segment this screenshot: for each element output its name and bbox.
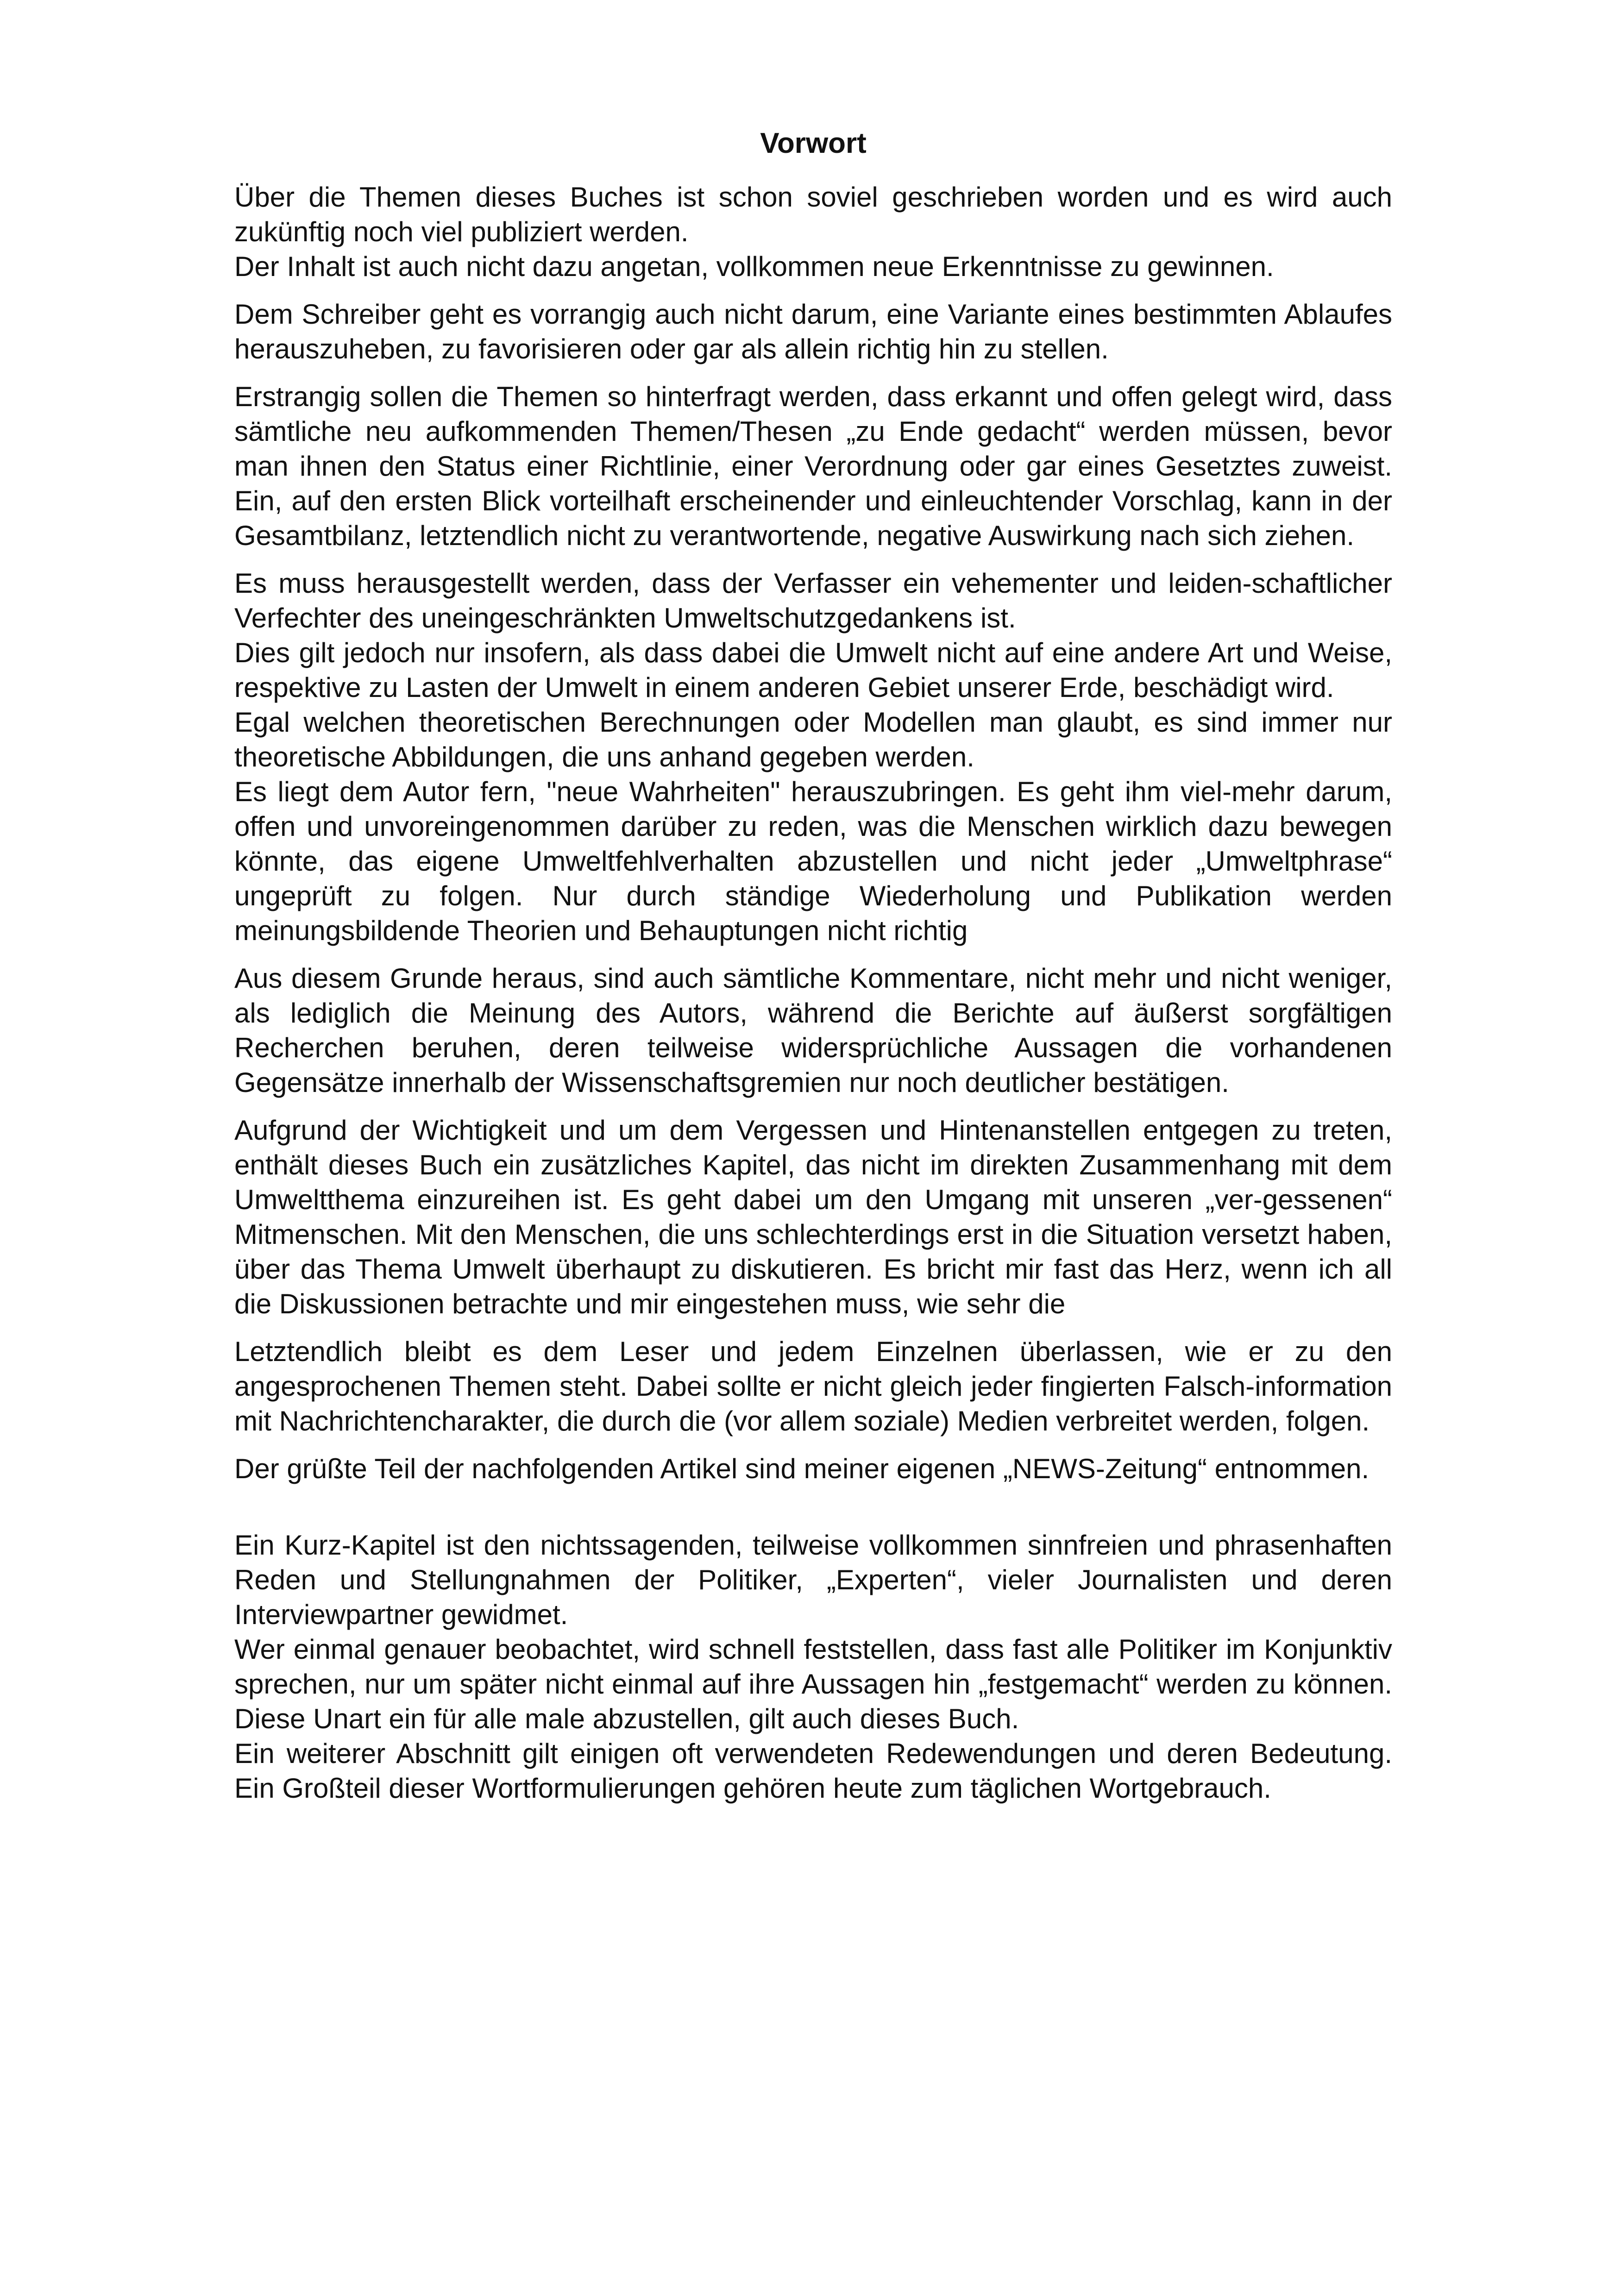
paragraph-line: Ein Kurz-Kapitel ist den nichtssagenden, teilweise vollkommen sinnfreien und phrasenhaften Reden und Stellungnahmen der Politiker, „Experten“, vieler Journalisten und deren Interviewpartner gewidmet.	[234, 1530, 1392, 1630]
page-title: Vorwort	[760, 127, 867, 159]
paragraph-line: Wer einmal genauer beobachtet, wird schnell feststellen, dass fast alle Politiker im Konjunktiv sprechen, nur um später nicht einmal auf ihre Aussagen hin „festgemacht“ werden zu können. Diese Unart ein für alle male abzustellen, gilt auch dieses Buch.	[234, 1634, 1392, 1734]
document-page	[234, 125, 1392, 1819]
paragraph-5	[234, 961, 1392, 1100]
paragraph-line: Über die Themen dieses Buches ist schon soviel geschrieben worden und es wird auch zukünftig noch viel publiziert werden.	[234, 182, 1392, 247]
paragraph-line: Ein weiterer Abschnitt gilt einigen oft verwendeten Redewendungen und deren Bedeutung. Ein Großteil dieser Wortformulierungen gehören heute zum täglichen Wortgebrauch.	[234, 1738, 1392, 1804]
paragraph-line: Es liegt dem Autor fern, "neue Wahrheiten" herauszubringen. Es geht ihm viel-mehr darum, offen und unvoreingenommen darüber zu reden, was die Menschen wirklich dazu bewegen könnte, das eigene Umweltfehlverhalten abzustellen und nicht jeder „Umweltphrase“ ungeprüft zu folgen. Nur durch ständige Wiederholung und Publikation werden meinungsbildende Theorien und Behauptungen nicht richtig	[234, 776, 1392, 946]
paragraph-2	[234, 297, 1392, 366]
paragraph-line: Dies gilt jedoch nur insofern, als dass dabei die Umwelt nicht auf eine andere Art und Weise, respektive zu Lasten der Umwelt in einem anderen Gebiet unserer Erde, beschädigt wird.	[234, 637, 1392, 703]
paragraph-line: Der grüßte Teil der nachfolgenden Artikel sind meiner eigenen „NEWS-Zeitung“ entnommen.	[234, 1453, 1370, 1484]
paragraph-9	[234, 1528, 1392, 1806]
paragraph-line: Der Inhalt ist auch nicht dazu angetan, vollkommen neue Erkenntnisse zu gewinnen.	[234, 251, 1274, 282]
paragraph-line: Letztendlich bleibt es dem Leser und jedem Einzelnen überlassen, wie er zu den angesprochenen Themen steht. Dabei sollte er nicht gleich jeder fingierten Falsch-information mit Nachrichtencharakter, die durch die (vor allem soziale) Medien verbreitet werden, folgen.	[234, 1336, 1392, 1437]
paragraph-1	[234, 180, 1392, 284]
paragraph-line: Aufgrund der Wichtigkeit und um dem Vergessen und Hintenanstellen entgegen zu treten, enthält dieses Buch ein zusätzliches Kapitel, das nicht im direkten Zusammenhang mit dem Umweltthema einzureihen ist. Es geht dabei um den Umgang mit unseren „ver-gessenen“ Mitmenschen. Mit den Menschen, die uns schlechterdings erst in die Situation versetzt haben, über das Thema Umwelt überhaupt zu diskutieren. Es bricht mir fast das Herz, wenn ich all die Diskussionen betrachte und mir eingestehen muss, wie sehr die	[234, 1115, 1392, 1319]
paragraph-line: Aus diesem Grunde heraus, sind auch sämtliche Kommentare, nicht mehr und nicht weniger, als lediglich die Meinung des Autors, während die Berichte auf äußerst sorgfältigen Recherchen beruhen, deren teilweise widersprüchliche Aussagen die vorhandenen Gegensätze innerhalb der Wissenschaftsgremien nur noch deutlicher bestätigen.	[234, 963, 1392, 1098]
paragraph-line: Erstrangig sollen die Themen so hinterfragt werden, dass erkannt und offen gelegt wird, dass sämtliche neu aufkommenden Themen/Thesen „zu Ende gedacht“ werden müssen, bevor man ihnen den Status einer Richtlinie, einer Verordnung oder gar eines Gesetztes zuweist. Ein, auf den ersten Blick vorteilhaft erscheinender und einleuchtender Vorschlag, kann in der Gesamtbilanz, letztendlich nicht zu verantwortende, negative Auswirkung nach sich ziehen.	[234, 381, 1392, 551]
paragraph-line: Es muss herausgestellt werden, dass der Verfasser ein vehementer und leiden-schaftlicher Verfechter des uneingeschränkten Umweltschutzgedankens ist.	[234, 568, 1392, 634]
paragraph-line: Egal welchen theoretischen Berechnungen oder Modellen man glaubt, es sind immer nur theoretische Abbildungen, die uns anhand gegeben werden.	[234, 707, 1392, 772]
paragraph-8	[234, 1451, 1392, 1486]
paragraph-4	[234, 566, 1392, 948]
paragraph-line: Dem Schreiber geht es vorrangig auch nicht darum, eine Variante eines bestimmten Ablaufes herauszuheben, zu favorisieren oder gar als allein richtig hin zu stellen.	[234, 299, 1392, 364]
paragraph-7	[234, 1334, 1392, 1438]
paragraph-3	[234, 379, 1392, 553]
paragraph-6	[234, 1113, 1392, 1321]
